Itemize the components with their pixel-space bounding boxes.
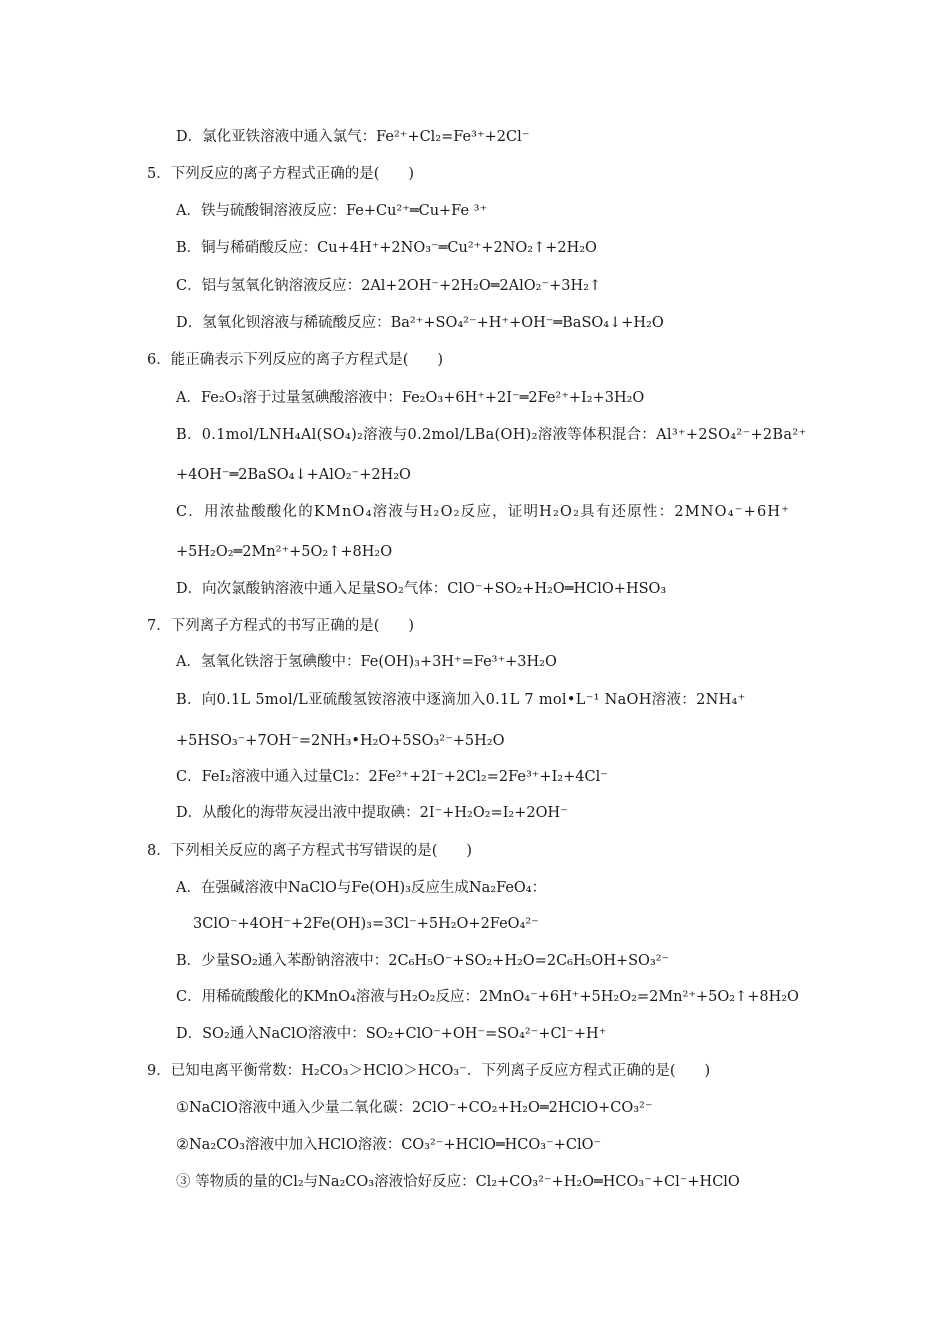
q9-statement-2: ②Na₂CO₃溶液中加入HClO溶液：CO₃²⁻+HClO═HCO₃⁻+ClO⁻ bbox=[176, 1137, 602, 1153]
q6-option-d: D．向次氯酸钠溶液中通入足量SO₂气体：ClO⁻+SO₂+H₂O═HClO+HSO₃ bbox=[176, 581, 667, 597]
q6-option-b: B．0.1mol/LNH₄Al(SO₄)₂溶液与0.2mol/LBa(OH)₂溶液等体积混合：Al³⁺+2SO₄²⁻+2Ba²⁺ bbox=[176, 427, 807, 443]
q9-statement-1: ①NaClO溶液中通入少量二氧化碳：2ClO⁻+CO₂+H₂O═2HClO+CO₃²⁻ bbox=[176, 1100, 653, 1116]
q7-option-a: A．氢氧化铁溶于氢碘酸中：Fe(OH)₃+3H⁺=Fe³⁺+3H₂O bbox=[176, 654, 557, 670]
q7-option-b: B．向0.1L 5mol/L亚硫酸氢铵溶液中逐滴加入0.1L 7 mol•L⁻¹ NaOH溶液：2NH₄⁺ bbox=[176, 692, 746, 708]
q6-option-a: A．Fe₂O₃溶于过量氢碘酸溶液中：Fe₂O₃+6H⁺+2I⁻═2Fe²⁺+I₂+3H₂O bbox=[176, 390, 645, 406]
q8-option-d: D．SO₂通入NaClO溶液中：SO₂+ClO⁻+OH⁻=SO₄²⁻+Cl⁻+H⁺ bbox=[176, 1026, 607, 1042]
question-9: 9．已知电离平衡常数：H₂CO₃＞HClO＞HCO₃⁻．下列离子反应方程式正确的是( ) bbox=[147, 1063, 711, 1079]
q7-option-c: C．FeI₂溶液中通入过量Cl₂：2Fe²⁺+2I⁻+2Cl₂=2Fe³⁺+I₂+4Cl⁻ bbox=[176, 769, 608, 785]
q8-option-b: B．少量SO₂通入苯酚钠溶液中：2C₆H₅O⁻+SO₂+H₂O=2C₆H₅OH+SO₃²⁻ bbox=[176, 953, 670, 969]
q8-option-c: C．用稀硫酸酸化的KMnO₄溶液与H₂O₂反应：2MnO₄⁻+6H⁺+5H₂O₂=2Mn²⁺+5O₂↑+8H₂O bbox=[176, 989, 799, 1005]
q6-option-c-cont: +5H₂O₂═2Mn²⁺+5O₂↑+8H₂O bbox=[176, 544, 393, 560]
q9-statement-3: ③ 等物质的量的Cl₂与Na₂CO₃溶液恰好反应：Cl₂+CO₃²⁻+H₂O═HCO₃⁻+Cl⁻+HClO bbox=[176, 1174, 740, 1190]
q5-option-d: D．氢氧化钡溶液与稀硫酸反应：Ba²⁺+SO₄²⁻+H⁺+OH⁻═BaSO₄↓+H₂O bbox=[176, 315, 664, 331]
question-6: 6．能正确表示下列反应的离子方程式是( ) bbox=[147, 352, 444, 368]
q7-option-d: D．从酸化的海带灰浸出液中提取碘：2I⁻+H₂O₂=I₂+2OH⁻ bbox=[176, 805, 568, 821]
q8-option-a: A．在强碱溶液中NaClO与Fe(OH)₃反应生成Na₂FeO₄： bbox=[176, 880, 547, 896]
q5-option-b: B．铜与稀硝酸反应：Cu+4H⁺+2NO₃⁻═Cu²⁺+2NO₂↑+2H₂O bbox=[176, 240, 597, 256]
q6-option-c: C．用浓盐酸酸化的KMnO₄溶液与H₂O₂反应，证明H₂O₂具有还原性：2MNO₄⁻+6H⁺ bbox=[176, 504, 791, 520]
q4-option-d: D．氯化亚铁溶液中通入氯气：Fe²⁺+Cl₂=Fe³⁺+2Cl⁻ bbox=[176, 129, 530, 145]
question-7: 7．下列离子方程式的书写正确的是( ) bbox=[147, 618, 415, 634]
q6-option-b-cont: +4OH⁻═2BaSO₄↓+AlO₂⁻+2H₂O bbox=[176, 467, 411, 483]
q7-option-b-cont: +5HSO₃⁻+7OH⁻=2NH₃•H₂O+5SO₃²⁻+5H₂O bbox=[176, 733, 505, 749]
q8-option-a-equation: 3ClO⁻+4OH⁻+2Fe(OH)₃=3Cl⁻+5H₂O+2FeO₄²⁻ bbox=[193, 916, 539, 932]
question-8: 8．下列相关反应的离子方程式书写错误的是( ) bbox=[147, 843, 473, 859]
q5-option-a: A．铁与硫酸铜溶液反应：Fe+Cu²⁺═Cu+Fe ³⁺ bbox=[176, 203, 488, 219]
question-5: 5．下列反应的离子方程式正确的是( ) bbox=[147, 166, 415, 182]
q5-option-c: C．铝与氢氧化钠溶液反应：2Al+2OH⁻+2H₂O═2AlO₂⁻+3H₂↑ bbox=[176, 278, 602, 294]
